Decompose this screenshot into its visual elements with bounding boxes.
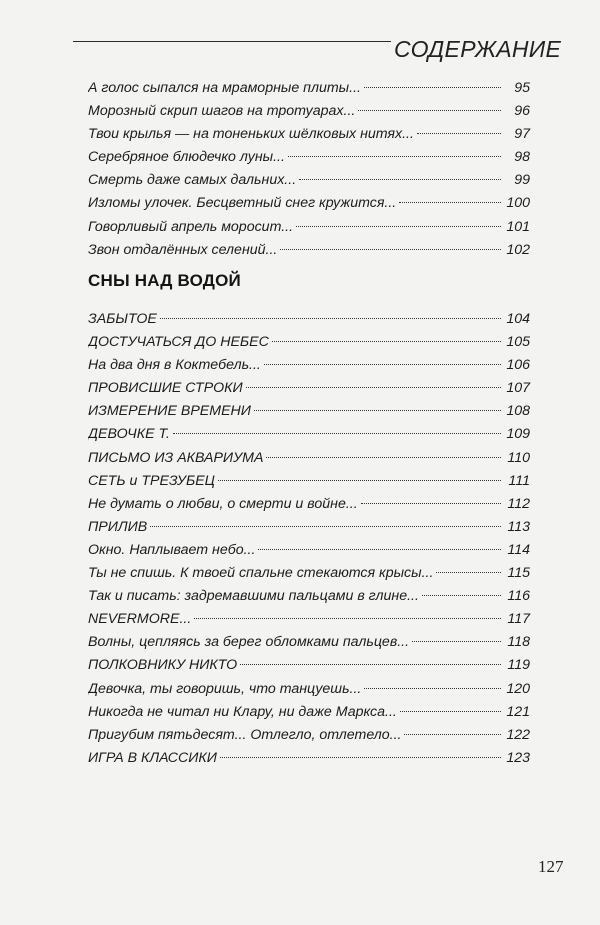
toc-entry — [88, 377, 530, 400]
toc-entry-page: 114 — [507, 541, 530, 558]
toc-leader-dots — [280, 249, 501, 250]
toc-entry-title: ПРИЛИВ — [88, 518, 148, 535]
toc-entry — [88, 701, 530, 724]
toc-leader-dots — [296, 226, 501, 227]
header-rule — [73, 41, 391, 42]
toc-entry-page: 95 — [514, 80, 530, 96]
toc-entry — [88, 654, 530, 677]
toc-leader-dots — [436, 572, 501, 573]
toc-entry — [88, 331, 530, 354]
toc-leader-dots — [412, 641, 501, 642]
toc-entry-title: Так и писать: задремавшими пальцами в глине... — [88, 588, 419, 605]
toc-entry-title: Волны, цепляясь за берег обломками пальцев... — [88, 634, 410, 651]
toc-entry-page: 109 — [506, 426, 530, 443]
toc-leader-dots — [218, 480, 501, 481]
toc-entry-title: Твои крылья — на тоненьких шёлковых нитях... — [88, 126, 414, 143]
toc-list-top — [88, 77, 530, 262]
toc-leader-dots — [399, 202, 501, 203]
toc-leader-dots — [417, 133, 501, 134]
toc-entry-title: А голос сыпался на мраморные плиты... — [88, 80, 361, 96]
toc-leader-dots — [160, 318, 501, 319]
toc-entry — [88, 216, 530, 239]
toc-entry-title: Серебряное блюдечко луны... — [88, 149, 285, 166]
toc-entry-page: 117 — [507, 611, 530, 628]
toc-leader-dots — [150, 526, 501, 527]
toc-entry — [88, 539, 530, 562]
toc-entry-title: Окно. Наплывает небо... — [88, 541, 256, 558]
toc-leader-dots — [254, 410, 501, 411]
toc-entry-page: 118 — [507, 634, 530, 651]
toc-entry-page: 123 — [506, 749, 530, 766]
toc-entry-page: 96 — [514, 103, 530, 120]
toc-entry — [88, 400, 530, 423]
toc-entry — [88, 146, 530, 169]
toc-entry-page: 111 — [508, 472, 530, 489]
toc-entry-page: 98 — [514, 149, 530, 166]
toc-entry-page: 105 — [506, 334, 530, 351]
toc-entry-page: 121 — [506, 703, 530, 720]
toc-entry-title: Говорливый апрель моросит... — [88, 218, 294, 235]
toc-entry-title: Изломы улочек. Бесцветный снег кружится... — [88, 195, 397, 212]
page-number: 127 — [538, 857, 564, 876]
toc-entry — [88, 169, 530, 192]
toc-entry — [88, 470, 530, 493]
toc-entry-title: ДОСТУЧАТЬСЯ ДО НЕБЕС — [88, 334, 269, 351]
toc-entry — [88, 123, 530, 146]
toc-entry-title: ИГРА В КЛАССИКИ — [88, 749, 217, 766]
toc-leader-dots — [358, 110, 501, 111]
toc-entry — [88, 77, 530, 100]
toc-entry-title: СЕТЬ и ТРЕЗУБЕЦ — [88, 472, 215, 489]
toc-leader-dots — [240, 664, 501, 665]
toc-entry-title: ПРОВИСШИЕ СТРОКИ — [88, 380, 243, 397]
toc-leader-dots — [272, 341, 501, 342]
toc-leader-dots — [220, 757, 501, 758]
toc-entry-title: Звон отдалённых селений... — [88, 241, 278, 258]
toc-leader-dots — [364, 688, 501, 689]
toc-entry-page: 122 — [506, 726, 530, 743]
toc-entry-page: 97 — [514, 126, 530, 143]
toc-entry-page: 107 — [506, 380, 530, 397]
toc-entry — [88, 585, 530, 608]
toc-entry-page: 112 — [507, 495, 530, 512]
toc-entry-title: ДЕВОЧКЕ Т. — [88, 426, 170, 443]
toc-entry-page: 116 — [507, 588, 530, 605]
toc-entry-title: Пригубим пятьдесят... Отлегло, отлетело... — [88, 726, 402, 743]
toc-entry-title: На два дня в Коктебель... — [88, 357, 261, 374]
toc-entry — [88, 354, 530, 377]
toc-entry-title: Никогда не читал ни Клару, ни даже Маркса... — [88, 703, 397, 720]
toc-entry — [88, 100, 530, 123]
toc-entry — [88, 308, 530, 331]
toc-entry-title: Девочка, ты говоришь, что танцуешь... — [88, 680, 362, 697]
toc-entry-page: 99 — [514, 172, 530, 189]
toc-leader-dots — [246, 387, 501, 388]
toc-leader-dots — [299, 179, 501, 180]
toc-entry-page: 101 — [506, 218, 530, 235]
toc-entry — [88, 678, 530, 701]
toc-entry — [88, 239, 530, 262]
toc-entry — [88, 608, 530, 631]
toc-entry-page: 120 — [506, 680, 530, 697]
toc-leader-dots — [400, 711, 501, 712]
toc-leader-dots — [422, 595, 501, 596]
toc-leader-dots — [361, 503, 501, 504]
toc-entry-title: Не думать о любви, о смерти и войне... — [88, 495, 358, 512]
toc-leader-dots — [266, 457, 501, 458]
toc-entry-page: 106 — [506, 357, 530, 374]
toc-entry-title: NEVERMORE... — [88, 611, 192, 628]
toc-leader-dots — [194, 618, 501, 619]
toc-entry — [88, 192, 530, 215]
toc-entry-title: ИЗМЕРЕНИЕ ВРЕМЕНИ — [88, 403, 251, 420]
toc-entry — [88, 493, 530, 516]
toc-list-section — [88, 308, 530, 770]
toc-entry-title: ЗАБЫТОЕ — [88, 311, 157, 327]
toc-entry-title: ПИСЬМО ИЗ АКВАРИУМА — [88, 449, 264, 466]
toc-leader-dots — [404, 734, 501, 735]
toc-entry-page: 100 — [506, 195, 530, 212]
toc-entry — [88, 631, 530, 654]
toc-entry — [88, 724, 530, 747]
toc-entry — [88, 747, 530, 770]
toc-entry-page: 110 — [507, 449, 530, 466]
toc-entry — [88, 562, 530, 585]
toc-entry-page: 113 — [507, 518, 530, 535]
toc-entry-page: 119 — [507, 657, 530, 674]
toc-leader-dots — [173, 433, 501, 434]
toc-entry-title: Морозный скрип шагов на тротуарах... — [88, 103, 356, 120]
toc-leader-dots — [364, 87, 501, 88]
toc-entry-title: Смерть даже самых дальних... — [88, 172, 297, 189]
toc-entry-page: 104 — [506, 311, 530, 327]
toc-entry — [88, 423, 530, 446]
page-title: СОДЕРЖАНИЕ — [394, 36, 562, 62]
toc-entry-title: ПОЛКОВНИКУ НИКТО — [88, 657, 238, 674]
toc-leader-dots — [288, 156, 501, 157]
toc-leader-dots — [258, 549, 501, 550]
toc-entry-page: 102 — [506, 241, 530, 258]
toc-entry-title: Ты не спишь. К твоей спальне стекаются крысы... — [88, 565, 434, 582]
toc-entry — [88, 447, 530, 470]
toc-leader-dots — [264, 364, 501, 365]
toc-entry — [88, 516, 530, 539]
toc-entry-page: 108 — [506, 403, 530, 420]
toc-entry-page: 115 — [507, 565, 530, 582]
section-title: СНЫ НАД ВОДОЙ — [88, 271, 241, 290]
